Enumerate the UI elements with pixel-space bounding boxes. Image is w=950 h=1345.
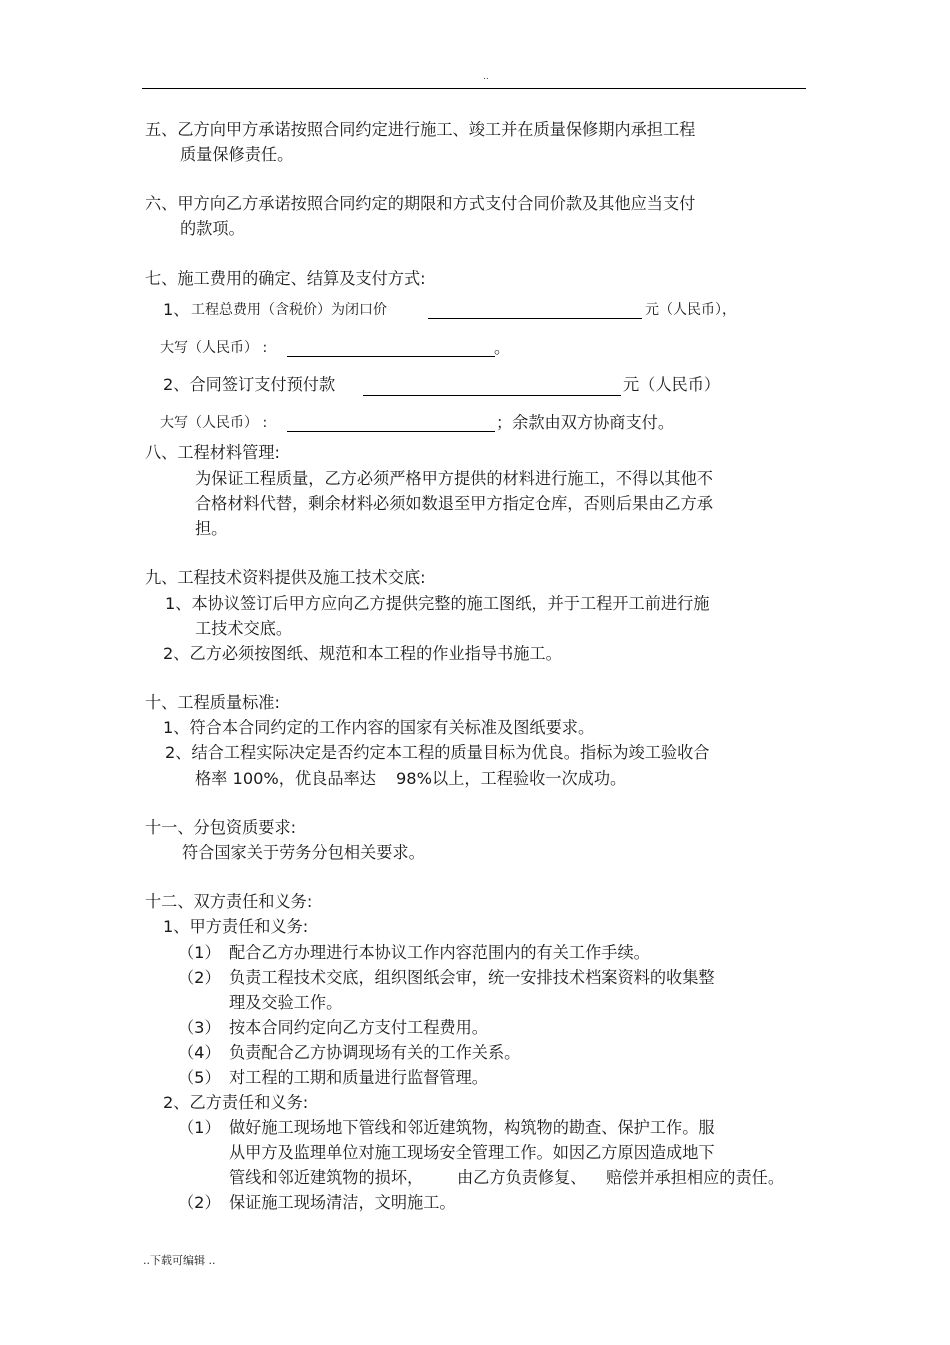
party-b-title: 2、乙方责任和义务:	[163, 1093, 309, 1112]
party-a-title: 1、甲方责任和义务:	[163, 917, 309, 936]
party-a-item-2-line-2: 理及交验工作。	[229, 993, 343, 1012]
section-8-title: 八、工程材料管理:	[145, 443, 280, 462]
section-7-item-2-upper-label: 大写（人民币） :	[160, 415, 268, 431]
section-11-title: 十一、分包资质要求:	[145, 818, 297, 837]
party-b-item-1-line-1: 做好施工现场地下管线和邻近建筑物，构筑物的勘查、保护工作。服	[229, 1118, 715, 1137]
section-7-item-1-unit: 元（人民币），	[645, 302, 736, 318]
party-a-item-1: 配合乙方办理进行本协议工作内容范围内的有关工作手续。	[229, 943, 650, 962]
party-a-item-3-number: （3）	[178, 1018, 221, 1037]
party-a-item-2-number: （2）	[178, 968, 221, 987]
footer-note: ..下载可编辑 ..	[143, 1254, 216, 1267]
party-b-item-1-line-2: 从甲方及监理单位对施工现场安全管理工作。如因乙方原因造成地下	[229, 1143, 715, 1162]
section-10-title: 十、工程质量标准:	[145, 693, 280, 712]
section-7-item-1-label: 工程总费用（含税价）为闭口价	[191, 302, 387, 318]
party-b-item-1-line-3c: 赔偿并承担相应的责任。	[606, 1168, 785, 1187]
section-7-item-1-upper-label: 大写（人民币） :	[160, 340, 268, 356]
party-a-item-5-number: （5）	[178, 1068, 221, 1087]
header-mark: ..	[483, 72, 489, 82]
party-a-item-2-line-1: 负责工程技术交底，组织图纸会审，统一安排技术档案资料的收集整	[229, 968, 715, 987]
section-10-item-1: 1、符合本合同约定的工作内容的国家有关标准及图纸要求。	[163, 718, 595, 737]
section-12-title: 十二、双方责任和义务:	[145, 892, 313, 911]
section-9-item-2: 2、乙方必须按图纸、规范和本工程的作业指导书施工。	[163, 644, 562, 663]
section-5-line-2: 质量保修责任。	[180, 145, 294, 164]
section-11-line-1: 符合国家关于劳务分包相关要求。	[182, 843, 425, 862]
party-b-item-2: 保证施工现场清洁，文明施工。	[229, 1193, 456, 1212]
prepayment-blank	[363, 395, 621, 396]
party-b-item-2-number: （2）	[178, 1193, 221, 1212]
section-10-item-2-line-2a: 格率 100%，优良品率达	[195, 769, 376, 788]
section-5-line-1: 五、乙方向甲方承诺按照合同约定进行施工、竣工并在质量保修期内承担工程	[145, 120, 696, 139]
section-8-line-1: 为保证工程质量，乙方必须严格甲方提供的材料进行施工，不得以其他不	[195, 469, 713, 488]
section-6-line-2: 的款项。	[180, 219, 245, 238]
party-a-item-3: 按本合同约定向乙方支付工程费用。	[229, 1018, 488, 1037]
party-b-item-1-number: （1）	[178, 1118, 221, 1137]
party-a-item-4-number: （4）	[178, 1043, 221, 1062]
header-rule	[142, 88, 806, 89]
party-a-item-5: 对工程的工期和质量进行监督管理。	[229, 1068, 488, 1087]
section-7-item-1-number: 1、	[163, 300, 190, 319]
section-7-title: 七、施工费用的确定、结算及支付方式:	[145, 269, 426, 288]
section-8-line-2: 合格材料代替，剩余材料必须如数退至甲方指定仓库，否则后果由乙方承	[195, 494, 713, 513]
party-a-item-4: 负责配合乙方协调现场有关的工作关系。	[229, 1043, 521, 1062]
total-fee-blank	[428, 318, 642, 319]
section-9-item-1-line-2: 工技术交底。	[195, 619, 293, 638]
section-7-item-2-unit: 元（人民币）	[623, 375, 721, 394]
section-10-item-2-line-1: 2、结合工程实际决定是否约定本工程的质量目标为优良。指标为竣工验收合	[165, 743, 710, 762]
section-6-line-1: 六、甲方向乙方承诺按照合同约定的期限和方式支付合同价款及其他应当支付	[145, 194, 696, 213]
party-b-item-1-line-3a: 管线和邻近建筑物的损坏，	[229, 1168, 424, 1187]
section-7-item-2-upper-end: ；余款由双方协商支付。	[496, 413, 675, 432]
section-8-line-3: 担。	[195, 519, 228, 538]
total-fee-upper-blank	[287, 356, 495, 357]
section-10-item-2-line-2b: 98%以上，工程验收一次成功。	[396, 769, 627, 788]
party-b-item-1-line-3b: 由乙方负责修复、	[457, 1168, 587, 1187]
prepayment-upper-blank	[287, 431, 495, 432]
section-7-item-1-upper-end: 。	[494, 338, 511, 357]
section-7-item-2-label: 2、合同签订支付预付款	[163, 375, 336, 394]
party-a-item-1-number: （1）	[178, 943, 221, 962]
section-9-title: 九、工程技术资料提供及施工技术交底:	[145, 568, 426, 587]
section-9-item-1-line-1: 1、本协议签订后甲方应向乙方提供完整的施工图纸，并于工程开工前进行施	[165, 594, 710, 613]
